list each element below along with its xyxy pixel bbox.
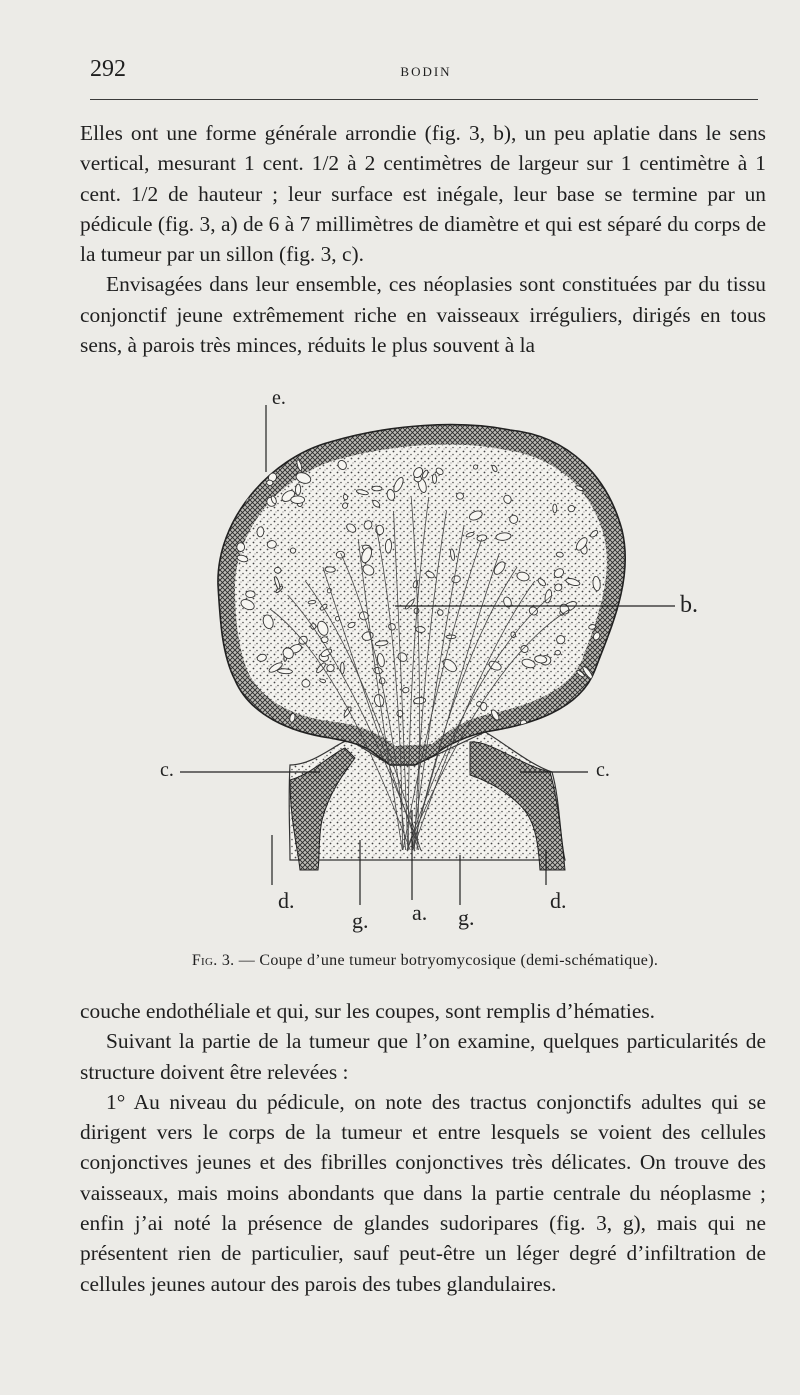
vessel-outline <box>274 567 281 573</box>
label-a: a. <box>412 900 428 925</box>
figure-caption <box>0 952 800 970</box>
vessel-outline <box>416 626 426 633</box>
vessel-outline <box>257 527 265 538</box>
text-block-bottom <box>80 996 766 1299</box>
tumor-section-illustration <box>140 380 720 935</box>
vessel-outline <box>556 635 565 644</box>
label-b: b. <box>680 592 698 618</box>
vessel-outline <box>385 539 392 553</box>
paragraph: Envisagées dans leur ensemble, ces néoplasies sont constituées par du tissu conjonctif jeune extrêmement riche en vaisseaux irréguliers, dirigés en tous sens, à parois très minces, réduits le plus souvent à la <box>80 272 766 358</box>
vessel-outline <box>301 679 310 688</box>
label-g-left: g. <box>352 908 369 933</box>
vessel-outline <box>321 637 328 643</box>
vessel-outline <box>597 466 602 471</box>
vessel-outline <box>510 632 515 638</box>
vessel-outline <box>336 551 344 558</box>
label-c-right: c. <box>596 759 610 781</box>
paragraph: Elles ont une forme générale arrondie (fig. 3, b), un peu aplatie dans le sens vertical, mesurant 1 cent. 1/2 à 2 centimètres de largeur sur 1 centimètre à 1 cent. 1/2 de hauteur ; leur surface est inégale, leur base se termine par un pédicule (fig. 3, a) de 6 à 7 millimètres de diamètre et qui est séparé du corps de la tumeur par un sillon (fig. 3, c). <box>80 121 766 267</box>
figure-tumor-section <box>140 380 720 935</box>
paragraph: couche endothéliale et qui, sur les coupes, sont remplis d’hématies. <box>80 999 656 1023</box>
label-d-left: d. <box>278 888 295 913</box>
vessel-outline <box>556 552 564 558</box>
vessel-outline <box>588 624 596 630</box>
vessel-outline <box>291 496 305 504</box>
label-d-right: d. <box>550 888 567 913</box>
vessel-outline <box>555 650 561 655</box>
page-number: 292 <box>90 56 126 82</box>
vessel-outline <box>372 486 382 491</box>
paragraph: Suivant la partie de la tumeur que l’on examine, quelques particularités de structure doivent être relevées : <box>80 1029 766 1084</box>
text-block-top <box>80 118 766 360</box>
running-head: BODIN <box>400 64 452 79</box>
vessel-outline <box>295 484 301 495</box>
paragraph: 1° Au niveau du pédicule, on note des tractus conjonctifs adultes qui se dirigent vers le corps de la tumeur et entre lesquels se voient des cellules conjonctives jeunes et des fibrilles conjonctives très délicates. On trouve des vaisseaux, mais moins abondants que dans la partie centrale du néoplasme ; enfin j’ai noté la présence de glandes sudoripares (fig. 3, g), mais qui ne présentent rien de particulier, sauf peut-être un léger degré d’infiltration de cellules jeunes autour des parois des tubes glandulaires. <box>80 1089 766 1296</box>
vessel-outline <box>432 474 436 484</box>
label-e: e. <box>272 387 286 409</box>
vessel-outline <box>582 698 596 715</box>
label-g-right: g. <box>458 905 475 930</box>
vessel-outline <box>237 543 245 552</box>
caption-text: — Coupe d’une tumeur botryomycosique (demi-schématique). <box>234 952 659 969</box>
vessel-outline <box>325 566 336 572</box>
label-c-left: c. <box>160 759 174 781</box>
vessel-outline <box>266 480 273 486</box>
caption-figure-label: Fig. 3. <box>191 952 235 969</box>
vessel-outline <box>553 504 557 513</box>
vessel-outline <box>246 591 256 598</box>
header-rule <box>90 99 758 100</box>
